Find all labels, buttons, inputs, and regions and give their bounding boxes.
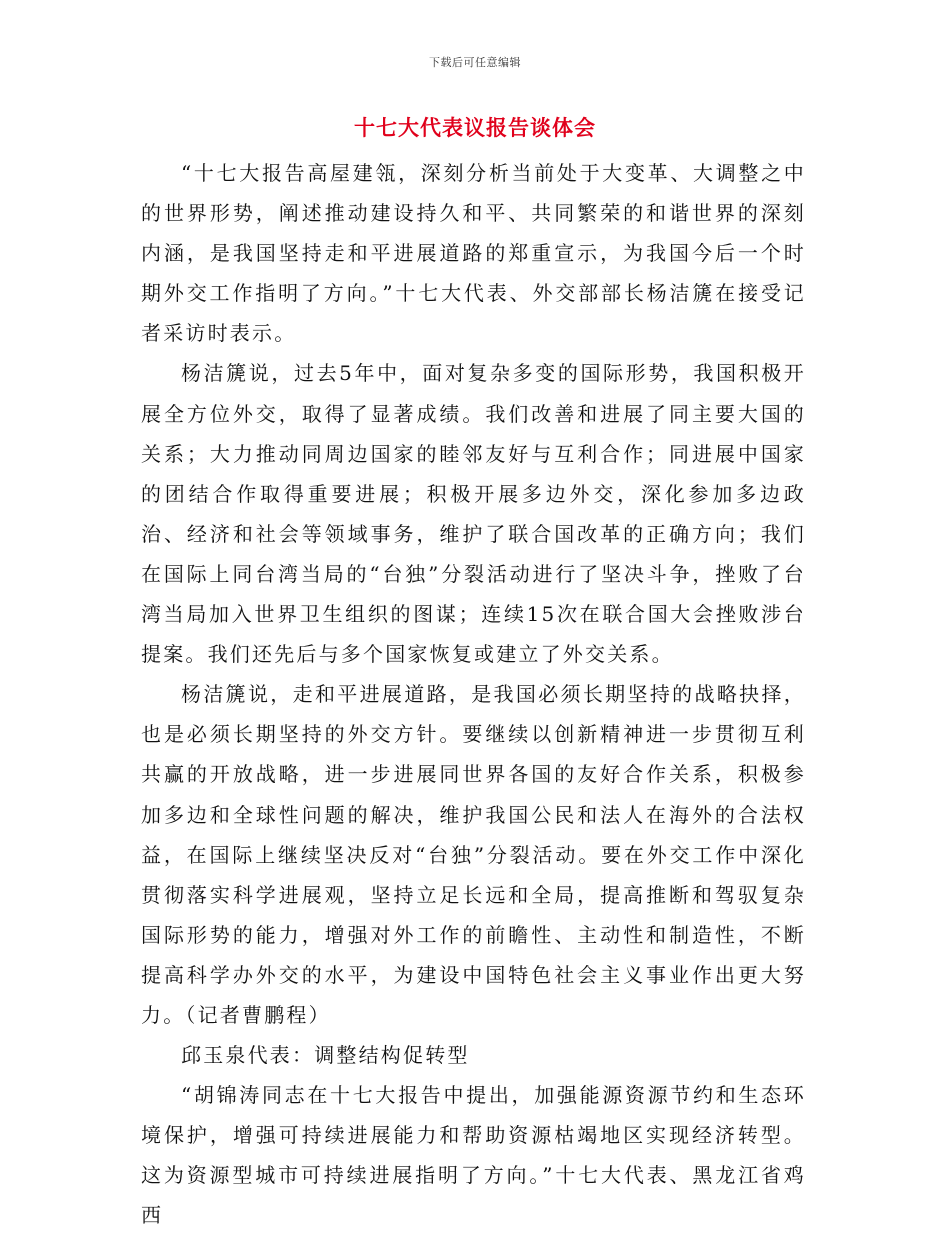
document-title: 十七大代表议报告谈体会 [354,115,596,140]
paragraph: “胡锦涛同志在十七大报告中提出，加强能源资源节约和生态环境保护，增强可持续进展能力和帮助资源枯竭地区实现经济转型。这为资源型城市可持续进展指明了方向。”十七大代表、黑龙江省鸡西 [141,1083,806,1228]
paragraph: 杨洁篪说，走和平进展道路，是我国必须长期坚持的战略抉择，也是必须长期坚持的外交方针。要继续以创新精神进一步贯彻互利共赢的开放战略，进一步进展同世界各国的友好合作关系，积极参加多边和全球性问题的解决，维护我国公民和法人在海外的合法权益，在国际上继续坚决反对“台独”分裂活动。要在外交工作中深化贯彻落实科学进展观，坚持立足长远和全局，提高推断和驾驭复杂国际形势的能力，增强对外工作的前瞻性、主动性和制造性，不断提高科学办外交的水平，为建设中国特色社会主义事业作出更大努力。（记者曹鹏程） [141,682,806,1027]
section-subtitle: 邱玉泉代表：调整结构促转型 [181,1043,470,1068]
paragraph: 杨洁篪说，过去5年中，面对复杂多变的国际形势，我国积极开展全方位外交，取得了显著成绩。我们改善和进展了同主要大国的关系；大力推动同周边国家的睦邻友好与互利合作；同进展中国家的团结合作取得重要进展；积极开展多边外交，深化参加多边政治、经济和社会等领域事务，维护了联合国改革的正确方向；我们在国际上同台湾当局的“台独”分裂活动进行了坚决斗争，挫败了台湾当局加入世界卫生组织的图谋；连续15次在联合国大会挫败涉台提案。我们还先后与多个国家恢复或建立了外交关系。 [141,361,806,667]
header-note: 下载后可任意编辑 [429,56,521,69]
document-body [141,153,806,1236]
paragraph: “十七大报告高屋建瓴，深刻分析当前处于大变革、大调整之中的世界形势，阐述推动建设持久和平、共同繁荣的和谐世界的深刻内涵，是我国坚持走和平进展道路的郑重宣示，为我国今后一个时期外交工作指明了方向。”十七大代表、外交部部长杨洁篪在接受记者采访时表示。 [141,161,806,346]
